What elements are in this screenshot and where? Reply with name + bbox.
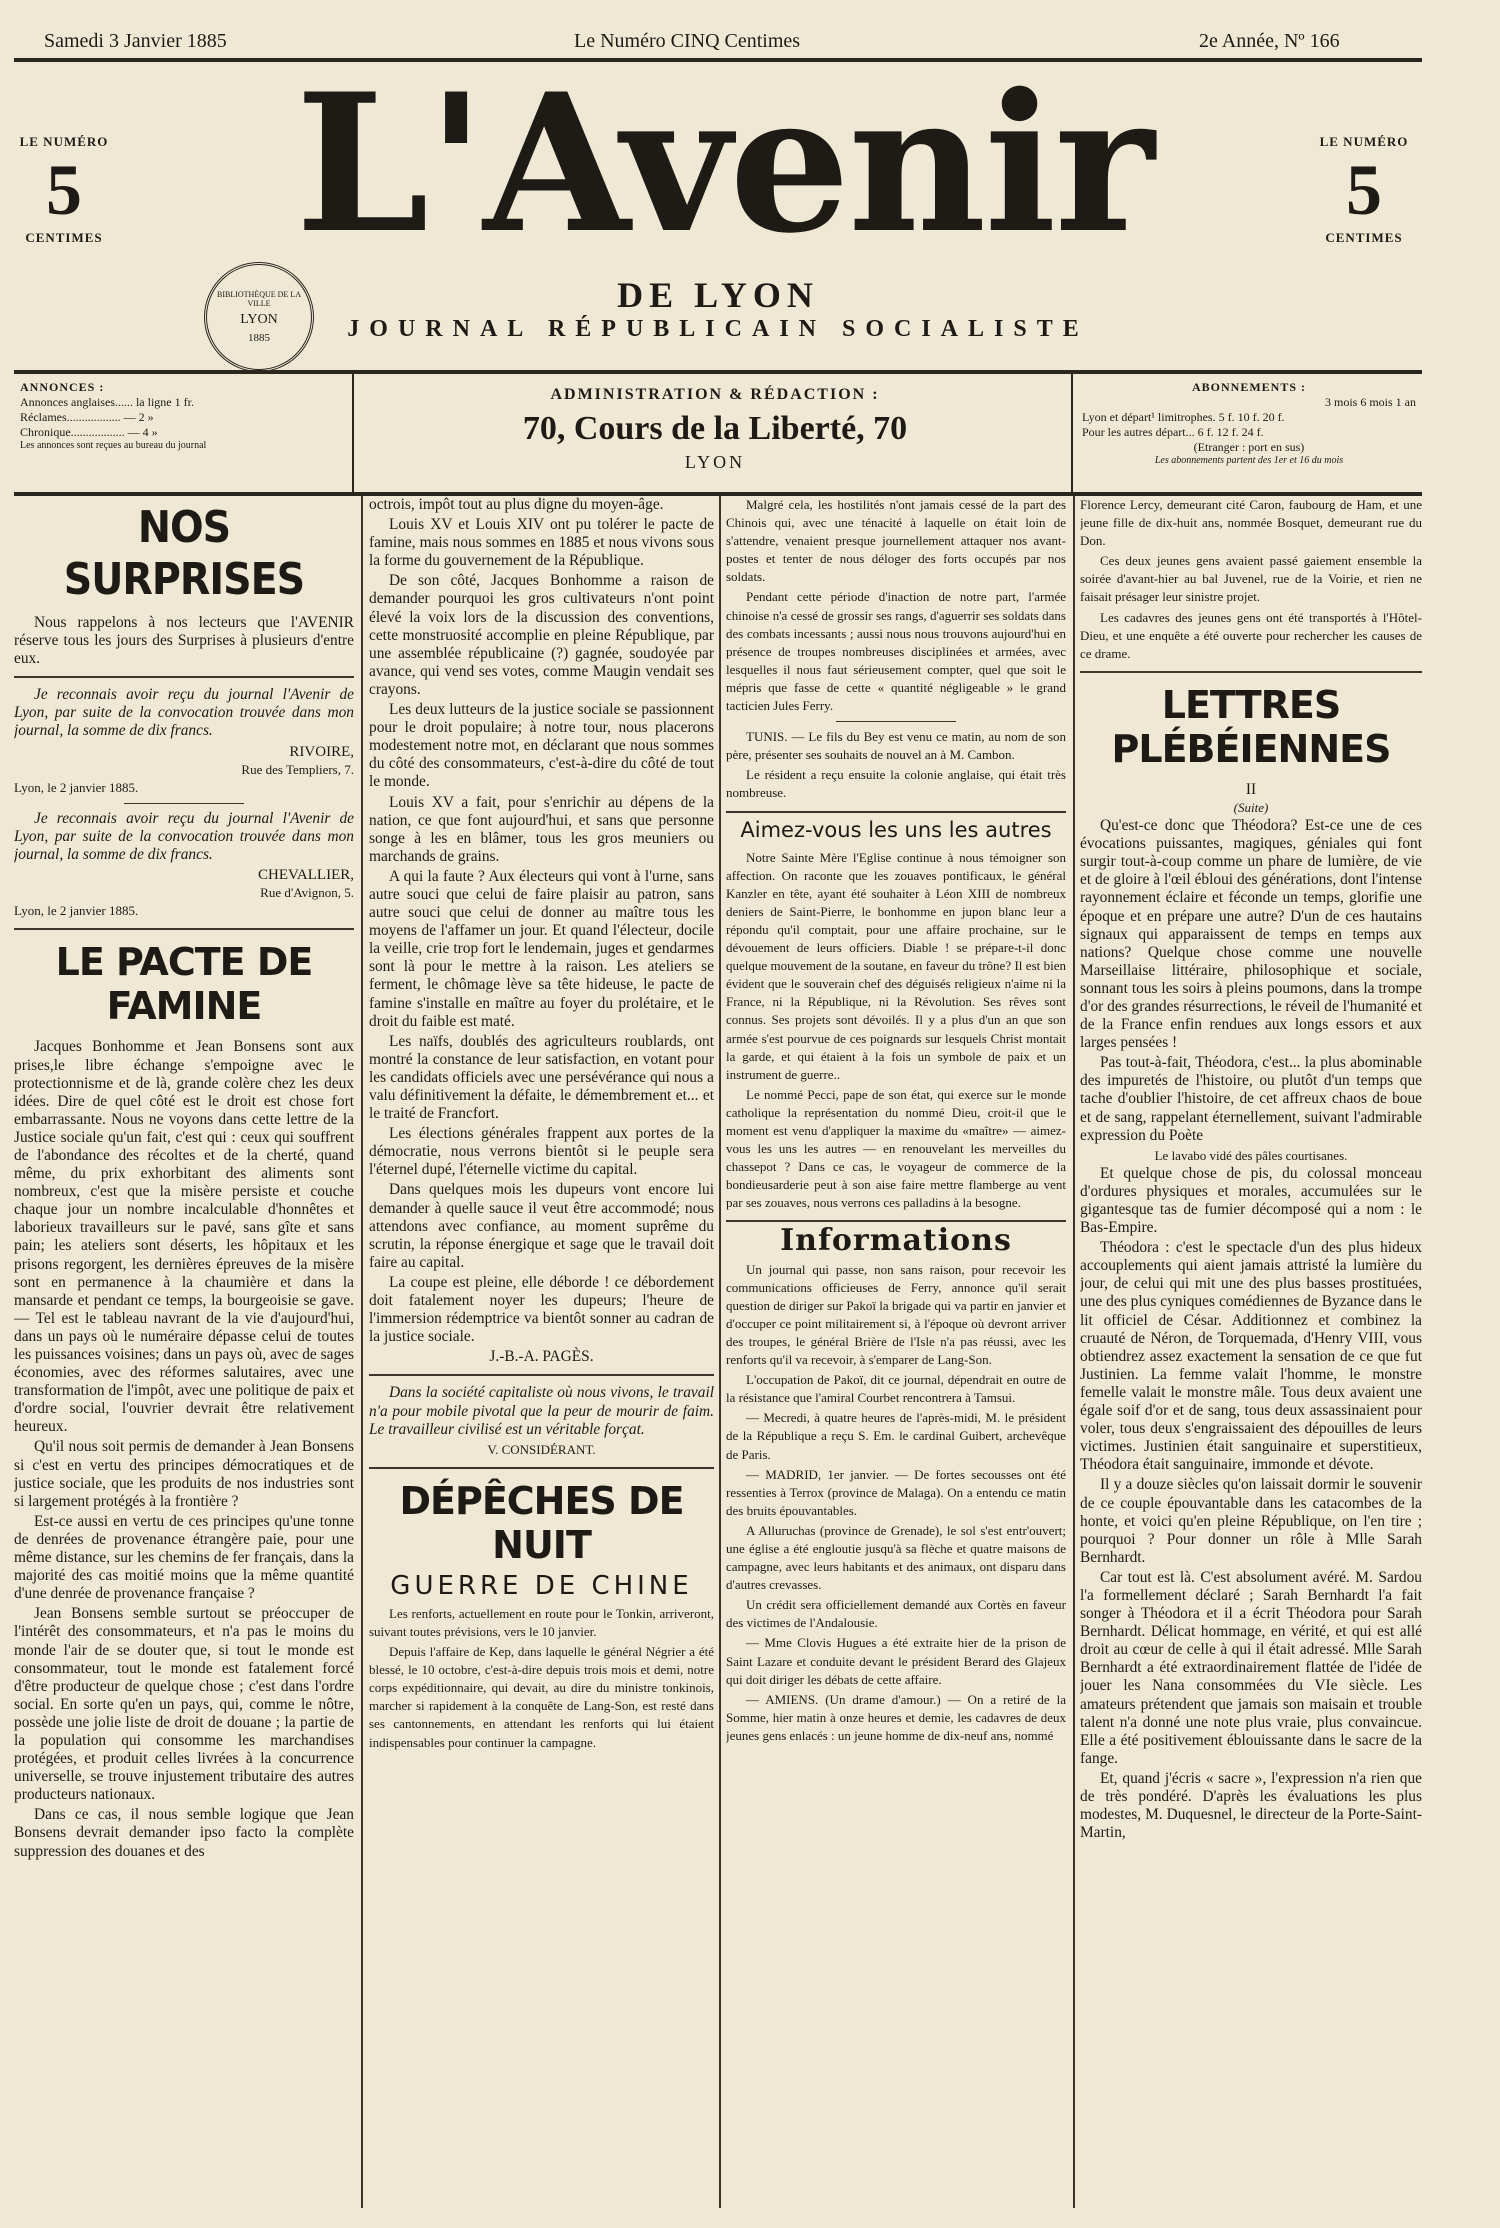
paragraph: Les naïfs, doublés des agriculteurs roublards, ont montré la constance de leur satisfaction, en votant pour les candidats officiels avec une persévérance qui nous a valu définitivement la défaite, le démembrement et... et le traité de Francfort.	[369, 1032, 714, 1123]
paragraph: Depuis l'affaire de Kep, dans laquelle le général Négrier a été blessé, le 10 octobre, c'est-à-dire depuis trois mois et demi, notre corps expéditionnaire, qui devait, au dire du ministre tonkinois, marcher si rapidement à la conquête de Lang-Son, est resté dans ses cantonnements, en attendant les renforts qui lui étaient indispensables pour continuer la campagne.	[369, 1644, 714, 1750]
paragraph: — Mme Clovis Hugues a été extraite hier de la prison de Saint Lazare et conduite devant le président Berard des Glajeux qui doit diriger les débats de cette affaire.	[726, 1635, 1066, 1687]
paragraph: Le nommé Pecci, pape de son état, qui exerce sur le monde catholique la représentation du nommé Dieu, croit-il que le moment est venu d'appliquer la maxime du «maître» — aimez-vous les uns les autres — en renouvelant les merveilles du chassepot ? Dans ce cas, le voyageur de commerce de la bondieusarderie peut à son aise faire mettre flamberge au vent par ses zouaves, nous verrons ces palladins à la besogne.	[726, 1086, 1066, 1211]
city-title: DE LYON	[617, 275, 819, 315]
verse-line: Le lavabo vidé des pâles courtisanes.	[1154, 1147, 1348, 1163]
paragraph: Et quelque chose de pis, du colossal monceau d'ordures physiques et morales, accumulées sur le gigantesque tas de fumier décomposé qui a nom : le Bas-Empire.	[1080, 1164, 1422, 1237]
column-1	[14, 496, 354, 2208]
price-label: LE NUMÉRO	[19, 134, 109, 149]
paragraph: Un journal qui passe, non sans raison, pour recevoir les communications officieuses de Ferry, annonce qu'il serait question de diriger sur Pakoï la brigade qui va partir en janvier et d'occuper ce point militairement si, à l'époque où devront arriver des troupes, le général Brière de l'Isle n'a pas réussi, avec les renforts qu'il va recevoir, à s'emparer de Lang-Son.	[726, 1261, 1066, 1368]
section-suite: (Suite)	[1233, 799, 1269, 815]
column-2	[369, 496, 714, 2208]
administration-box: ADMINISTRATION & RÉDACTION : 70, Cours de la Liberté, 70 LYON	[359, 374, 1073, 492]
paragraph: Qu'est-ce donc que Théodora? Est-ce une de ces évocations puissantes, magiques, géniales qui font surgir tout-à-coup comme un phare de lumière, de vie et de gloire à l'œil ébloui des générations, dont l'intense rayonnement éclaire et féconde un temps, glorifie une époque et en prépare une autre? D'un de ces hautains signaux qui apparaissent de temps en temps aux nations? Quelque chose comme une nouvelle Marseillaise littéraire, philosophique et sociale, sonnant tous les soirs à pleins poumons, dans la trompe d'or des grandes résurrections, le réveil de l'humanité et de la France enfin rendues aux longs essors et aux larges pensées !	[1080, 817, 1422, 1052]
signature: J.-B.-A. PAGÈS.	[489, 1348, 594, 1366]
paragraph: Car tout est là. C'est absolument avéré. M. Sardou l'a formellement déclaré ; Sarah Bernhardt l'a fait songer à Théodora et il a écrit Théodora pour Sarah Bernhardt. Délicat hommage, en vérité, et qui est allé droit au cœur de celle à qui il était adressé. Mlle Sarah Bernhardt a été extraordinairement flattée de l'idée de jouer les Nana consommées du VIe siècle. Les amateurs prétendent que jamais son maisain et trouble talent n'a donné une note plus vraie, plus convaincue. Elle a été positivement éblouissante dans le sacre de la fange.	[1080, 1568, 1422, 1767]
quote-signature: V. CONSIDÉRANT.	[487, 1441, 596, 1457]
paragraph: Les deux lutteurs de la justice sociale se passionnent pour le droit populaire; à notre tour, nous placerons modestement notre mot, en déclarant que nous sommes du côté des consommateurs, c'est-à-dire du côté de tout le monde.	[369, 701, 714, 791]
headline-informations: Informations	[780, 1223, 1012, 1259]
paragraph: Malgré cela, les hostilités n'ont jamais cessé de la part des Chinois qui, avec une ténacité à laquelle on était loin de s'attendre, venaient presque journellement attaquer nos avant-postes et tenter de nous déloger des forts occupés par nos soldats.	[726, 497, 1066, 585]
newspaper-subtitle: JOURNAL RÉPUBLICAIN SOCIALISTE	[347, 316, 1089, 342]
paragraph: A qui la faute ? Aux électeurs qui vont à l'urne, sans autre souci que celui de faire plaisir au patron, sans autre souci que celui de donner au maître tous les moyens de l'affamer un jour. Et quand l'électeur, docile la veille, crie trop fort le lendemain, juges et gendarmes sont là pour le mettre à la raison. Les ateliers se ferment, le chômage lève sa tête hideuse, le pacte de famine s'installe en maître au foyer du prolétaire, et le droit du faible est maté.	[369, 867, 714, 1030]
price-unit: CENTIMES	[25, 230, 103, 245]
article-columns	[14, 496, 1422, 2208]
quote: Dans la société capitaliste où nous vivons, le travail n'a pour mobile pivotal que la peur de mourir de faim. Le travailleur civilisé est un véritable forçat.	[369, 1384, 714, 1438]
receipt-text: Je reconnais avoir reçu du journal l'Avenir de Lyon, par suite de la convocation trouvée dans mon journal, la somme de dix francs.	[14, 686, 354, 740]
paragraph: Louis XV et Louis XIV ont pu tolérer le pacte de famine, mais nous sommes en 1885 et nous vivons sous la forme du gouvernement de la République.	[369, 516, 714, 570]
paragraph: Les élections générales frappent aux portes de la démocratie, nous verrons bientôt si le peuple sera l'éternel dupé, l'éternelle victime du capital.	[369, 1125, 714, 1179]
column-4	[1080, 496, 1422, 2208]
paragraph: Le résident a reçu ensuite la colonie anglaise, qui était très nombreuse.	[726, 767, 1066, 801]
headline-lettres-plebeiennes: LETTRES PLÉBÉIENNES	[1111, 682, 1391, 771]
price-line: Le Numéro CINQ Centimes	[574, 30, 801, 52]
abonnements-box: ABONNEMENTS : 3 mois 6 mois 1 an Lyon et départ¹ limitrophes. 5 f. 10 f. 20 f. Pour les autres départ... 6 f. 12 f. 24 f. (Etranger : port en sus) Les abonnements partent des 1er et 16 du mois	[1082, 380, 1416, 466]
price-box-right	[1314, 134, 1414, 246]
paragraph: Les renforts, actuellement en route pour le Tonkin, arriveront, suivant toutes prévisions, vers le 10 janvier.	[369, 1605, 714, 1639]
price-unit: CENTIMES	[1325, 230, 1403, 245]
annonces-box: ANNONCES : Annonces anglaises...... la ligne 1 fr. Réclames.................. — 2 » Chronique.................. — 4 » Les annonces sont reçues au bureau du journal	[14, 374, 354, 492]
paragraph: Est-ce aussi en vertu de ces principes qu'une tonne de denrées de provenance étrangère paie, pour une même distance, sur les chemins de fer français, dans la majorité des cas moitié moins que la même quantité d'une denrée de provenance française ?	[14, 1512, 354, 1603]
receipt-date: Lyon, le 2 janvier 1885.	[14, 903, 139, 919]
info-bar	[14, 370, 1422, 496]
paragraph: Qu'il nous soit permis de demander à Jean Bonsens si c'est en vertu des principes démocratiques et de justice sociale, que les produits de nos industries sont si largement protégés à la frontière ?	[14, 1438, 354, 1510]
price-value: 5	[1346, 150, 1382, 230]
paragraph: Dans quelques mois les dupeurs vont encore lui demander à quelle sauce il veut être accommodé; nous attendons avec confiance, au moment suprême du scrutin, la réponse énergique et sage que le travail doit faire au capital.	[369, 1181, 714, 1271]
paragraph: A Alluruchas (province de Grenade), le sol s'est entr'ouvert; une église a été engloutie jusqu'à sa flèche et quatre maisons de campagne, avec leurs habitants et des animaux, ont disparu dans d'autres crevasses.	[726, 1522, 1066, 1593]
paragraph: octrois, impôt tout au plus digne du moyen-âge.	[369, 496, 664, 513]
price-box-left	[14, 134, 114, 246]
receipt-name: RIVOIRE,	[289, 743, 354, 760]
paragraph: La coupe est pleine, elle déborde ! ce débordement doit fatalement noyer les dupeurs; l'heure de l'immersion rédemptrice va bientôt sonner au cadran de la justice sociale.	[369, 1273, 714, 1346]
headline-aimez-vous: Aimez-vous les uns les autres	[740, 817, 1052, 842]
headline-pacte-famine: LE PACTE DE FAMINE	[55, 940, 313, 1029]
issue-number: 2e Année, Nº 166	[1199, 30, 1340, 52]
headline-depeches: DÉPÊCHES DE NUIT	[399, 1478, 684, 1567]
receipt-address: Rue d'Avignon, 5.	[260, 885, 354, 901]
paragraph: Pendant cette période d'inaction de notre part, l'armée chinoise n'a cessé de grossir ses rangs, d'aguerrir ses soldats dans des combats incessants ; aussi nous nous trouvons aujourd'hui en présence de troupes nombreuses disciplinées et armées, avec lesquelles il nous faut sérieusement compter, quel que soit le mépris que fasse de cette « quantité négligeable » le grand tacticien Jules Ferry.	[726, 589, 1066, 714]
paragraph: Nous rappelons à nos lecteurs que l'AVENIR réserve tous les jours des Surprises à plusieurs d'entre eux.	[14, 614, 354, 668]
subheadline-guerre-chine: GUERRE DE CHINE	[390, 1570, 693, 1601]
receipt-date: Lyon, le 2 janvier 1885.	[14, 779, 139, 795]
paragraph: De son côté, Jacques Bonhomme a raison de demander pourquoi les gros cultivateurs n'ont point élevé la voix lors de la discussion des conventions, cette monstruosité accomplie en pleine République, par une assemblée républicaine (?) gagnée, soudoyée par avance, qui vend ses votes, comme Maugin vendait ses crayons.	[369, 572, 714, 698]
section-number: II	[1245, 780, 1257, 798]
paragraph: Notre Sainte Mère l'Eglise continue à nous témoigner son affection. On raconte que les zouaves pontificaux, le général Kanzler en tête, ayant été souhaiter à Léon XIII de nombreux deniers de Saint-Pierre, le bonhomme en jupon blanc leur a répondu qu'il comptait, pour une affaire prochaine, sur le dévouement de leurs officiers. Diable ! se prépare-t-il donc quelque mouvement de la soutane, en faveur du trône? Il est bien évident que le souverain chef des déguisés religieux n'aime ni la France, ni la République, ni la Révolution. Ses rêves sont connus. Ses projets sont dévoilés. Il y a plus d'un an que son armée s'est pourvue de ces poignards sur lesquels Christ montait la garde, et qui étaient à la fois un symbole de paix et un instrument de guerre..	[726, 849, 1066, 1082]
price-label: LE NUMÉRO	[1319, 134, 1409, 149]
paragraph: Florence Lercy, demeurant cité Caron, faubourg de Ham, et une jeune fille de dix-huit ans, nommée Bosquet, demeurant rue du Don.	[1080, 497, 1422, 549]
paragraph: Pas tout-à-fait, Théodora, c'est... la plus abominable des impuretés de l'histoire, ou plutôt d'un temps que tache d'oublier l'histoire, de cet affreux chaos de boue et de sang, rappelant éternellement, suivant l'admirable expression du Poète	[1080, 1054, 1422, 1144]
paragraph: Dans ce cas, il nous semble logique que Jean Bonsens devrait demander ipso facto la complète suppression des douanes et des	[14, 1806, 354, 1860]
library-stamp: BIBLIOTHÈQUE DE LA VILLE LYON 1885	[204, 262, 314, 372]
paragraph: Jean Bonsens semble surtout se préoccuper de l'intérêt des consommateurs, et n'a pas le moins du monde l'air de se douter que, si tout le monde est consommateur, tout le monde est fatalement forcé d'être producteur de quelque chose ; c'est dans l'ordre social. En sorte qu'en un pays, qui, comme le nôtre, possède une jolie liste de droit de douane ; la partie de la population qui consomme les marchandises protégées, et produit celles livrées à la concurrence universelle, se trouve injustement tributaire des autres producteurs nationaux.	[14, 1605, 354, 1804]
price-value: 5	[46, 150, 82, 230]
paragraph: Louis XV a fait, pour s'enrichir au dépens de la nation, ce que font aujourd'hui, et sans que personne songe à les en blâmer, tous les gros meuniers ou marchands de grains.	[369, 793, 714, 865]
issue-date: Samedi 3 Janvier 1885	[44, 30, 227, 52]
paragraph: — Mecredi, à quatre heures de l'après-midi, M. le président de la République a reçu S. Em. le cardinal Guibert, archevêque de Paris.	[726, 1410, 1066, 1462]
paragraph: — AMIENS. (Un drame d'amour.) — On a retiré de la Somme, hier matin à onze heures et demie, les cadavres de deux jeunes gens enlacés : un jeune homme de dix-neuf ans, nommé	[726, 1691, 1066, 1743]
paragraph: Il y a douze siècles qu'on laissait dormir le souvenir de ce couple épouvantable dans les catacombes de la honte, et voici qu'en pleine République, on l'en tire ; pourquoi ? Pour donner un rôle à Mlle Sarah Bernhardt.	[1080, 1476, 1422, 1566]
paragraph: Jacques Bonhomme et Jean Bonsens sont aux prises,le libre échange s'empoigne avec le protectionnisme et de là, grande colère chez les deux idées. Dire de quel côté est le droit est chose fort embarrassante. Nous ne voyons dans cette lettre de la Justice sociale qu'un fait, c'est qui : ceux qui souffrent de l'abondance des récoltes et de la cherté, quand même, du prix exhorbitant des aliments sont nombreux, c'est que la misère persiste et couche chaque jour un nombre incalculable d'honnêtes et laborieux travailleurs sur le pavé, sans gîte et sans pain; les ateliers sont déserts, les hôpitaux et les prisons regorgent, les dernières épreuves de la misère sont en permanence à la chaumière et dans la mansarde et pendant ce temps, la bourgeoisie se gave. — Tel est le tableau navrant de la vie d'aujourd'hui, dans un pays où le numéraire dépasse celui de toutes les puissances voisines; dans un pays où, avec de sages économies, avec des réformes salutaires, avec une transformation de l'impôt, avec une politique de paix et d'ordre social, l'ouvrier devrait être relativement heureux.	[14, 1038, 354, 1436]
paragraph: Un crédit sera officiellement demandé aux Cortès en faveur des victimes de l'Andalousie.	[726, 1597, 1066, 1631]
headline-nos-surprises: NOS SURPRISES	[63, 502, 305, 605]
receipt-address: Rue des Templiers, 7.	[241, 761, 354, 777]
newspaper-title: L'Avenir	[295, 52, 1153, 275]
receipt-text: Je reconnais avoir reçu du journal l'Avenir de Lyon, par suite de la convocation trouvée dans mon journal, la somme de dix francs.	[14, 809, 354, 864]
paragraph: Et, quand j'écris « sacre », l'expression n'a rien que de très pondéré. D'après les évaluations les plus modestes, M. Duquesnel, le directeur de la Porte-Saint-Martin,	[1080, 1769, 1422, 1842]
paragraph: Les cadavres des jeunes gens ont été transportés à l'Hôtel-Dieu, et une enquête a été ouverte pour rechercher les causes de ce drame.	[1080, 609, 1422, 661]
paragraph: L'occupation de Pakoï, dit ce journal, dépendrait en outre de la résistance que l'amiral Courbet rencontrera à Tamsui.	[726, 1372, 1066, 1406]
paragraph: TUNIS. — Le fils du Bey est venu ce matin, au nom de son père, présenter ses souhaits de nouvel an à M. Cambon.	[726, 729, 1066, 763]
column-3	[726, 496, 1066, 2208]
masthead	[14, 52, 1422, 364]
paragraph: — MADRID, 1er janvier. — De fortes secousses ont été ressenties à Terrox (province de Malaga). On a entendu ce matin des bruits épouvantables.	[726, 1466, 1066, 1518]
receipt-name: CHEVALLIER,	[258, 867, 354, 884]
paragraph: Ces deux jeunes gens avaient passé gaiement ensemble la soirée d'avant-hier au bal Juvenel, rue de la Voirie, et rien ne faisait présager leur sinistre projet.	[1080, 553, 1422, 605]
paragraph: Théodora : c'est le spectacle d'un des plus hideux accouplements qui aient jamais attristé la lumière du jour, de celui qui mit une des plus basses prostituées, une des plus cyniques comédiennes de Byzance dans le lit officiel de César. Additionnez et combinez la cruauté de Néron, de Torquemada, d'Henry VIII, vous obtiendrez assez exactement la sensation de ce que fut Justinien. La femme valait l'homme, le monstre femelle valait le monstre mâle. Tous deux avaient une égale soif d'or et de sang, tous deux assassinaient pour voler, tous deux s'engraissaient des dépouilles de leurs victimes. Justinien était sanguinaire et superstitieux, Théodora était sanguinaire, immonde et dévote.	[1080, 1239, 1422, 1474]
newspaper-page	[14, 8, 1422, 2208]
